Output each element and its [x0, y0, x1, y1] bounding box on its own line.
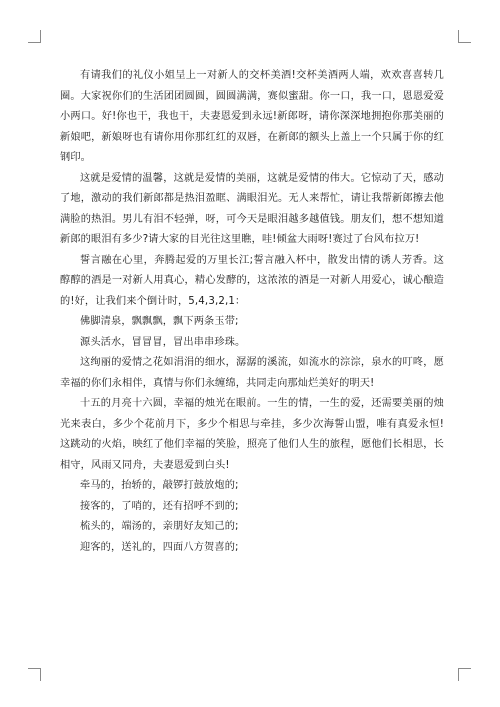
paragraph: 佛脚清泉，飘飘飘，飘下两条玉带; [80, 316, 239, 327]
paragraph: 这绚丽的爱情之花如涓涓的细水，潺潺的溪流，如流水的淙淙，泉水的叮咚，愿幸福的你们永相伴，真情与你们永缠绵，共同走向那灿烂美好的明天! [60, 357, 444, 389]
crop-mark-bottom-right [458, 668, 471, 681]
paragraph: 誓言融在心里，奔腾起爱的万里长江;誓言融入杯中，散发出情的诱人芳香。这醇醇的酒是一对新人用真心，精心发酵的，这浓浓的酒是一对新人用爱心，诚心酿造的!好，让我们来个倒计时，5,4,3,2,1： [60, 254, 444, 307]
crop-mark-bottom-left [28, 668, 41, 681]
paragraph: 梳头的，端汤的，亲朋好友知己的; [80, 521, 239, 532]
paragraph: 这就是爱情的温馨，这就是爱情的美丽，这就是爱情的伟大。它惊动了天，感动了地，激动的我们新郎都是热泪盈眶、满眼泪光。无人来帮忙，请让我帮新郎擦去他满脸的热泪。男儿有泪不轻弹，呀，可今天是眼泪越多越值钱。朋友们，想不想知道新郎的眼泪有多少?请大家的目光往这里瞧，哇!倾盆大雨呀!赛过了台风布拉万! [60, 172, 444, 245]
crop-mark-top-right [458, 30, 471, 43]
paragraph: 十五的月亮十六圆，幸福的烛光在眼前。一生的情，一生的爱，还需要美丽的烛光来表白，多少个花前月下，多少个相思与牵挂，多少次海誓山盟，唯有真爱永恒!这跳动的火焰，映红了他们幸福的笑脸，照亮了他们人生的旅程，愿他们长相思，长相守，风雨又同舟，夫妻恩爱到白头! [60, 398, 444, 471]
paragraph: 迎客的，送礼的，四面八方贺喜的; [80, 541, 239, 553]
document-body [60, 66, 444, 558]
paragraph: 源头活水，冒冒冒，冒出串串珍珠。 [80, 336, 246, 348]
crop-mark-top-left [28, 30, 41, 43]
paragraph: 牵马的，抬轿的，敲锣打鼓放炮的; [80, 480, 239, 491]
paragraph: 接客的，了哨的，还有招呼不到的; [80, 500, 239, 512]
paragraph: 有请我们的礼仪小姐呈上一对新人的交杯美酒!交杯美酒两人端，欢欢喜喜转几圈。大家祝你们的生活团团圆圆，圆圆满满，赛似蜜甜。你一口，我一口，恩恩爱爱小两口。好!你也干，我也干，夫妻恩爱到永远!新郎呀，请你深深地拥抱你那美丽的新娘吧，新娘呀也有请你用你那红红的双唇，在新郎的额头上盖上一个只属于你的红钢印。 [60, 70, 444, 163]
